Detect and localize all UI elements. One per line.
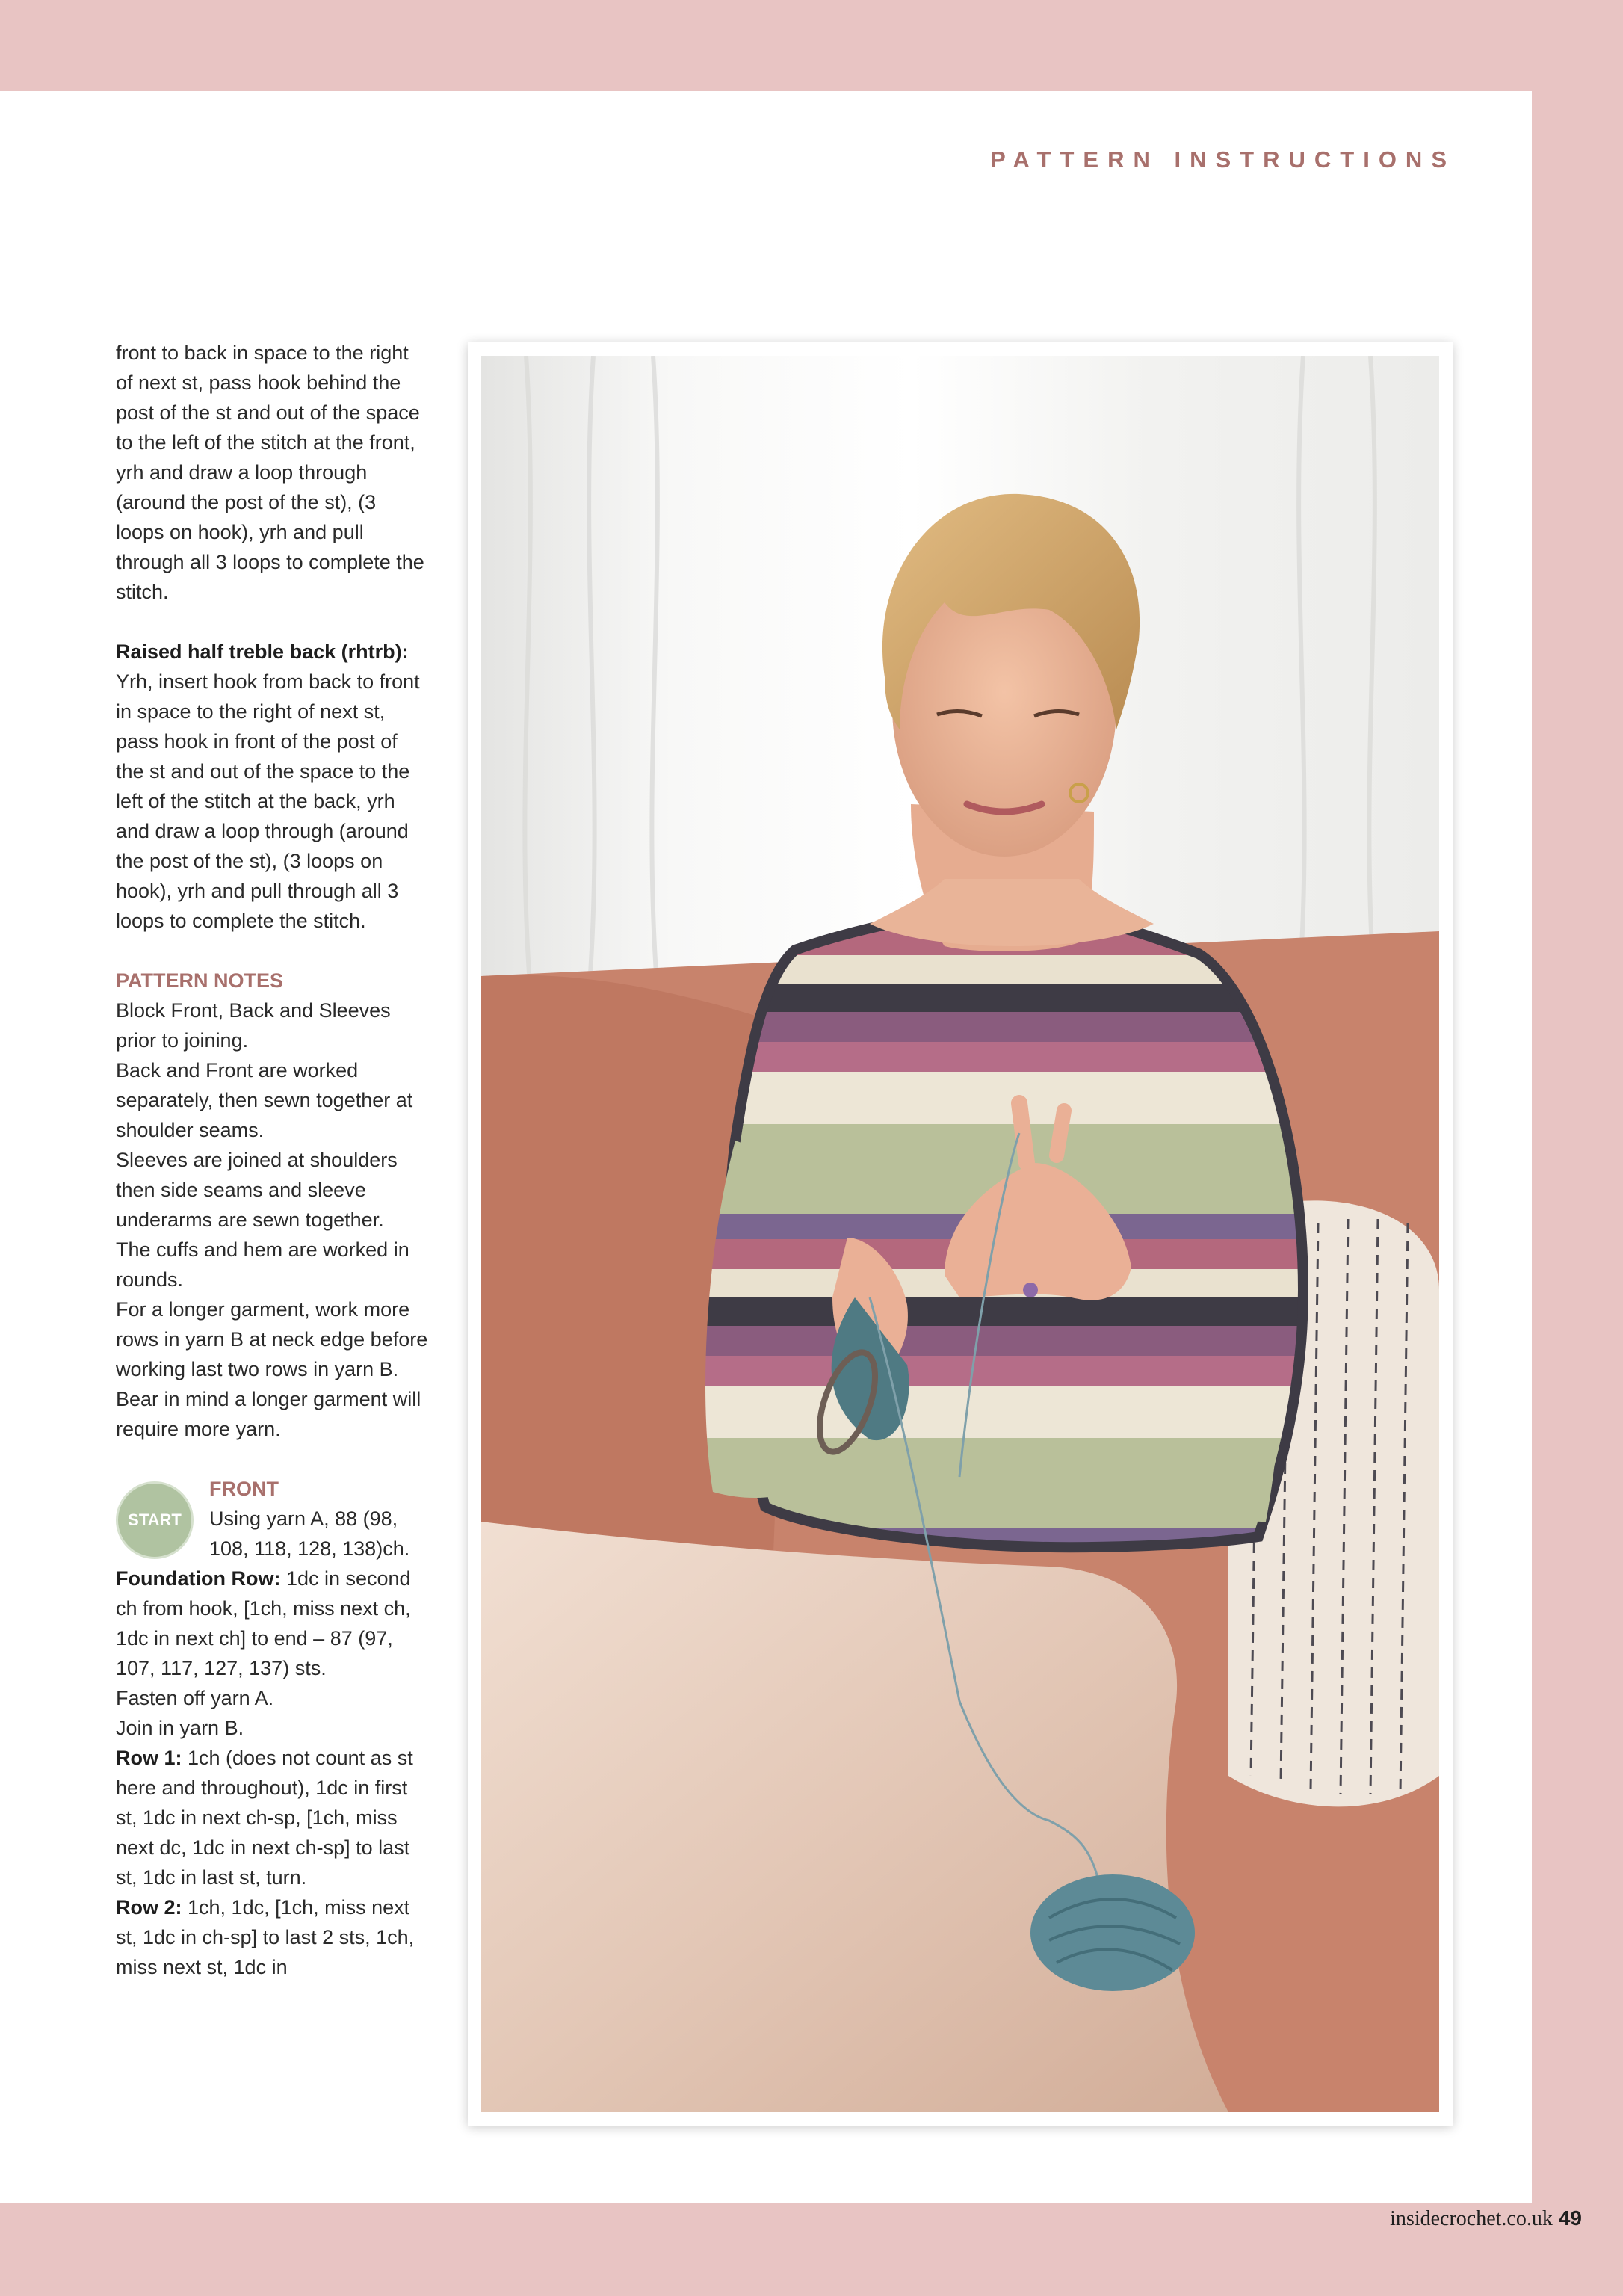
row-2 <box>116 1892 430 1982</box>
rhtrb-term: Raised half treble back (rhtrb): <box>116 641 409 663</box>
foundation-text: 1dc in second ch from hook, [1ch, miss next ch, 1dc in next ch] to end – 87 (97, 107, 117, 127, 137) sts. <box>116 1567 411 1679</box>
foundation-label: Foundation Row: <box>116 1567 281 1590</box>
woman-crocheting-illustration <box>481 356 1439 2112</box>
front-heading: FRONT <box>209 1478 279 1500</box>
fasten-off-line: Fasten off yarn A. <box>116 1687 274 1709</box>
note-item: Block Front, Back and Sleeves prior to joining. <box>116 999 391 1052</box>
page-number: 49 <box>1558 2206 1582 2229</box>
row-1-text: 1ch (does not count as st here and throughout), 1dc in first st, 1dc in next ch-sp, [1ch, miss next dc, 1dc in next ch-sp] to last st, 1dc in last st, turn. <box>116 1747 413 1889</box>
join-line: Join in yarn B. <box>116 1717 244 1739</box>
pattern-notes-heading: PATTERN NOTES <box>116 969 284 992</box>
row-2-label: Row 2: <box>116 1896 182 1919</box>
website-url: insidecrochet.co.uk <box>1390 2207 1553 2230</box>
front-intro: Using yarn A, 88 (98, 108, 118, 128, 138)ch. <box>209 1507 410 1560</box>
row-2-text: 1ch, 1dc, [1ch, miss next st, 1dc in ch-sp] to last 2 sts, 1ch, miss next st, 1dc in <box>116 1896 415 1978</box>
model-photo <box>481 356 1439 2112</box>
note-item: The cuffs and hem are worked in rounds. <box>116 1238 409 1291</box>
yarn-ball <box>1030 1874 1195 1991</box>
ring <box>1023 1283 1038 1297</box>
magazine-page <box>0 91 1532 2203</box>
rhtrb-paragraph <box>116 637 430 936</box>
front-start-block <box>116 1474 430 1564</box>
photo-frame <box>468 342 1453 2126</box>
section-header: PATTERN INSTRUCTIONS <box>990 146 1456 173</box>
intro-paragraph: front to back in space to the right of next st, pass hook behind the post of the st and out of the space to the left of the stitch at the front, yrh and draw a loop through (around the post of the st), (3 loops on hook), yrh and pull through all 3 loops to complete the stitch. <box>116 342 424 603</box>
skirt <box>481 1522 1228 2112</box>
rhtrb-text: Yrh, insert hook from back to front in space to the right of next st, pass hook in front of the post of the st and out of the space to the left of the stitch at the back, yrh and draw a loop through (around the post of the st), (3 loops on hook), yrh and pull through all 3 loops to complete the stitch. <box>116 670 420 932</box>
row-1-label: Row 1: <box>116 1747 182 1769</box>
page-footer <box>1390 2206 1582 2231</box>
note-item: For a longer garment, work more rows in yarn B at neck edge before working last two rows in yarn B. Bear in mind a longer garment will require more yarn. <box>116 1298 428 1440</box>
foundation-row <box>116 1564 430 1683</box>
start-badge: START <box>116 1481 194 1559</box>
note-item: Sleeves are joined at shoulders then side seams and sleeve underarms are sewn together. <box>116 1149 398 1231</box>
instructions-column <box>116 338 430 1982</box>
note-item: Back and Front are worked separately, then sewn together at shoulder seams. <box>116 1059 413 1141</box>
row-1 <box>116 1743 430 1892</box>
